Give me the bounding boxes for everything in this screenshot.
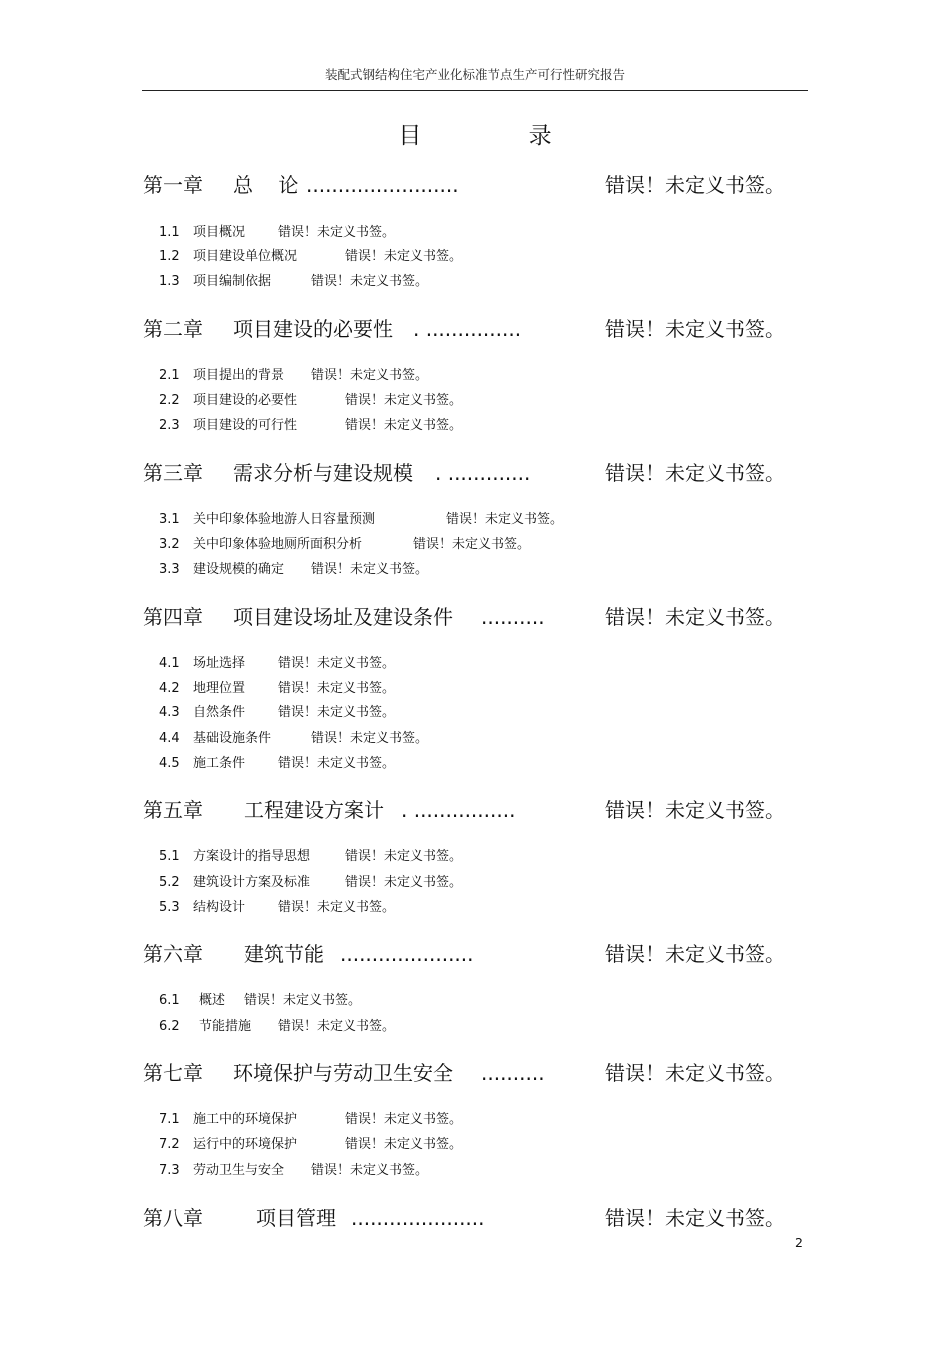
section-number: 4.4 bbox=[159, 731, 180, 746]
chapter-leader-dots: . ............... bbox=[413, 317, 522, 341]
section-title: 自然条件 bbox=[193, 705, 246, 720]
chapter-number: 第一章 bbox=[143, 173, 203, 197]
toc-chapter[interactable] bbox=[143, 1203, 803, 1233]
toc-chapter[interactable] bbox=[143, 170, 803, 200]
section-page-ref: 错误！未定义书签。 bbox=[345, 1112, 463, 1127]
section-number: 3.2 bbox=[159, 537, 180, 552]
chapter-title: 环境保护与劳动卫生安全 bbox=[233, 1061, 453, 1085]
chapter-number: 第七章 bbox=[143, 1061, 203, 1085]
section-page-ref: 错误！未定义书签。 bbox=[278, 656, 396, 671]
section-number: 2.1 bbox=[159, 368, 180, 383]
section-title: 施工条件 bbox=[193, 756, 246, 771]
section-number: 4.2 bbox=[159, 681, 180, 696]
section-title: 地理位置 bbox=[193, 681, 246, 696]
chapter-page-ref: 错误！未定义书签。 bbox=[605, 942, 785, 966]
section-title: 运行中的环境保护 bbox=[193, 1137, 298, 1152]
section-number: 5.1 bbox=[159, 849, 180, 864]
section-page-ref: 错误！未定义书签。 bbox=[345, 875, 463, 890]
section-title: 结构设计 bbox=[193, 900, 246, 915]
section-page-ref: 错误！未定义书签。 bbox=[345, 249, 463, 264]
section-page-ref: 错误！未定义书签。 bbox=[278, 1019, 396, 1034]
section-page-ref: 错误！未定义书签。 bbox=[311, 1163, 429, 1178]
chapter-number: 第八章 bbox=[143, 1206, 203, 1230]
section-title: 建设规模的确定 bbox=[193, 562, 285, 577]
section-title: 项目概况 bbox=[193, 225, 246, 240]
section-page-ref: 错误！未定义书签。 bbox=[311, 274, 429, 289]
chapter-title: 建筑节能 bbox=[244, 942, 324, 966]
section-title: 项目编制依据 bbox=[193, 274, 272, 289]
toc-chapter[interactable] bbox=[143, 602, 803, 632]
section-number: 7.1 bbox=[159, 1112, 180, 1127]
section-page-ref: 错误！未定义书签。 bbox=[345, 393, 463, 408]
toc-chapter[interactable] bbox=[143, 795, 803, 825]
chapter-number: 第六章 bbox=[143, 942, 203, 966]
section-number: 1.3 bbox=[159, 274, 180, 289]
section-page-ref: 错误！未定义书签。 bbox=[345, 1137, 463, 1152]
section-title: 项目提出的背景 bbox=[193, 368, 285, 383]
section-title: 关中印象体验地厕所面积分析 bbox=[193, 537, 363, 552]
section-page-ref: 错误！未定义书签。 bbox=[311, 562, 429, 577]
section-number: 4.1 bbox=[159, 656, 180, 671]
section-number: 4.3 bbox=[159, 705, 180, 720]
section-title: 项目建设的必要性 bbox=[193, 393, 298, 408]
section-title: 场址选择 bbox=[193, 656, 246, 671]
section-title: 建筑设计方案及标准 bbox=[193, 875, 311, 890]
chapter-leader-dots: .......... bbox=[481, 1061, 545, 1085]
chapter-number: 第四章 bbox=[143, 605, 203, 629]
section-title: 基础设施条件 bbox=[193, 731, 272, 746]
chapter-number: 第三章 bbox=[143, 461, 203, 485]
page-header: 装配式钢结构住宅产业化标准节点生产可行性研究报告 bbox=[142, 65, 808, 91]
section-page-ref: 错误！未定义书签。 bbox=[413, 537, 531, 552]
chapter-leader-dots: . ................ bbox=[401, 798, 516, 822]
chapter-number: 第五章 bbox=[143, 798, 203, 822]
toc-chapter[interactable] bbox=[143, 939, 803, 969]
section-title: 劳动卫生与安全 bbox=[193, 1163, 285, 1178]
chapter-title: 项目管理 bbox=[256, 1206, 336, 1230]
section-number: 4.5 bbox=[159, 756, 180, 771]
chapter-leader-dots: .......... bbox=[481, 605, 545, 629]
toc-chapter[interactable] bbox=[143, 1058, 803, 1088]
toc-chapter[interactable] bbox=[143, 458, 803, 488]
chapter-page-ref: 错误！未定义书签。 bbox=[605, 1206, 785, 1230]
section-page-ref: 错误！未定义书签。 bbox=[278, 756, 396, 771]
section-number: 6.1 bbox=[159, 993, 180, 1008]
chapter-title: 需求分析与建设规模 bbox=[233, 461, 413, 485]
section-number: 1.2 bbox=[159, 249, 180, 264]
section-page-ref: 错误！未定义书签。 bbox=[345, 418, 463, 433]
section-page-ref: 错误！未定义书签。 bbox=[278, 225, 396, 240]
section-number: 7.3 bbox=[159, 1163, 180, 1178]
section-page-ref: 错误！未定义书签。 bbox=[278, 900, 396, 915]
chapter-leader-dots: ..................... bbox=[340, 942, 474, 966]
section-page-ref: 错误！未定义书签。 bbox=[244, 993, 362, 1008]
chapter-number: 第二章 bbox=[143, 317, 203, 341]
section-number: 2.2 bbox=[159, 393, 180, 408]
toc-chapter[interactable] bbox=[143, 314, 803, 344]
chapter-title: 项目建设场址及建设条件 bbox=[233, 605, 453, 629]
toc-title: 目 录 bbox=[398, 123, 602, 149]
section-title: 关中印象体验地游人日容量预测 bbox=[193, 512, 376, 527]
chapter-page-ref: 错误！未定义书签。 bbox=[605, 173, 785, 197]
section-page-ref: 错误！未定义书签。 bbox=[311, 368, 429, 383]
chapter-title: 项目建设的必要性 bbox=[233, 317, 393, 341]
section-title: 项目建设的可行性 bbox=[193, 418, 298, 433]
section-page-ref: 错误！未定义书签。 bbox=[311, 731, 429, 746]
chapter-page-ref: 错误！未定义书签。 bbox=[605, 798, 785, 822]
chapter-leader-dots: ..................... bbox=[351, 1206, 485, 1230]
section-title: 方案设计的指导思想 bbox=[193, 849, 311, 864]
section-number: 6.2 bbox=[159, 1019, 180, 1034]
chapter-page-ref: 错误！未定义书签。 bbox=[605, 605, 785, 629]
section-page-ref: 错误！未定义书签。 bbox=[446, 512, 564, 527]
section-page-ref: 错误！未定义书签。 bbox=[345, 849, 463, 864]
section-number: 1.1 bbox=[159, 225, 180, 240]
section-number: 5.2 bbox=[159, 875, 180, 890]
chapter-leader-dots: . ............. bbox=[435, 461, 531, 485]
section-number: 3.1 bbox=[159, 512, 180, 527]
section-title: 节能措施 bbox=[199, 1019, 252, 1034]
page-number: 2 bbox=[795, 1235, 803, 1250]
section-number: 2.3 bbox=[159, 418, 180, 433]
section-title: 项目建设单位概况 bbox=[193, 249, 298, 264]
section-number: 3.3 bbox=[159, 562, 180, 577]
chapter-page-ref: 错误！未定义书签。 bbox=[605, 1061, 785, 1085]
section-number: 7.2 bbox=[159, 1137, 180, 1152]
section-title: 施工中的环境保护 bbox=[193, 1112, 298, 1127]
chapter-page-ref: 错误！未定义书签。 bbox=[605, 317, 785, 341]
chapter-leader-dots: ........................ bbox=[306, 173, 459, 197]
chapter-title: 工程建设方案计 bbox=[244, 798, 384, 822]
section-title: 概述 bbox=[199, 993, 226, 1008]
chapter-title: 总 论 bbox=[233, 173, 299, 197]
chapter-page-ref: 错误！未定义书签。 bbox=[605, 461, 785, 485]
section-number: 5.3 bbox=[159, 900, 180, 915]
section-page-ref: 错误！未定义书签。 bbox=[278, 705, 396, 720]
section-page-ref: 错误！未定义书签。 bbox=[278, 681, 396, 696]
